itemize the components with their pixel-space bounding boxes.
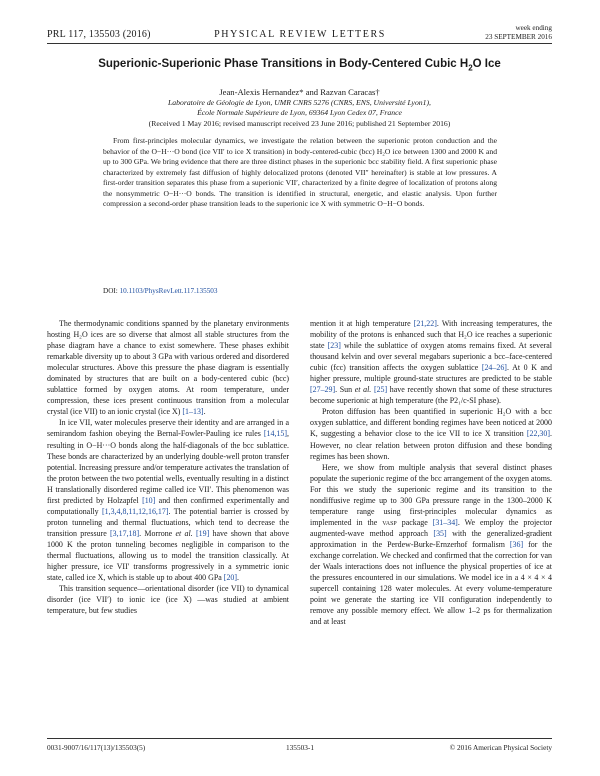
doi-link[interactable]: 10.1103/PhysRevLett.117.135503	[119, 287, 218, 295]
affiliation-1: Laboratoire de Géologie de Lyon, UMR CNRS 5276 (CNRS, ENS, Université Lyon1),	[168, 98, 431, 107]
week-ending-label: week ending	[515, 24, 552, 32]
title-end: O Ice	[472, 58, 501, 70]
paragraph: Proton diffusion has been quantified in superionic H₂O with a bcc oxygen sublattice, and different bonding regimes have been noticed at 2000 K, suggesting a behavior close to the ice VII to ice X transition [22,30]. However, no clear relation between proton diffusion and these bonding regimes has been shown.	[310, 407, 552, 461]
citation-link[interactable]: [31–34]	[432, 517, 458, 527]
citation-link[interactable]: [23]	[327, 341, 341, 351]
citation-link[interactable]: [36]	[509, 539, 524, 549]
citation-link[interactable]: [10]	[142, 495, 156, 505]
title-main: Superionic-Superionic Phase Transitions in Body-Centered Cubic H	[98, 58, 469, 70]
footer-copyright: © 2016 American Physical Society	[449, 743, 552, 752]
doi-label: DOI:	[103, 287, 118, 295]
paragraph: In ice VII, water molecules preserve their identity and are arranged in a semirandom fashion obeying the Bernal-Fowler-Pauling ice rules [14,15], resulting in O−H···O bonds along the half-diagonals of the bcc sublattice. These bonds are characterized by an underlying double-well proton transfer potential. Increasing pressure and/or temperature activates the translation of the proton between the two potential wells, eventually resulting in a distinct H translationally disordered regime called ice VII′. This phenomenon was first predicted by Holzapfel [10] and then confirmed experimentally and computationally [1,3,4,8,11,12,16,17]. The potential barrier is crossed by proton tunneling and thermal fluctuations, which tend to decrease the transition pressure [3,17,18]. Morrone et al. [19] have shown that above 1000 K the proton tunneling becomes negligible in comparison to the thermal fluctuations, allowing us to model the transition classically. At higher pressure, ice VII′ transforms progressively in a symmetric ionic state, called ice X, which is stable up to about 400 GPa [20].	[47, 418, 289, 583]
software-name: vasp	[382, 517, 397, 527]
doi-line	[103, 287, 217, 295]
journal-name: PHYSICAL REVIEW LETTERS	[214, 29, 386, 40]
footer-rule	[47, 738, 552, 739]
citation-link[interactable]: [24–26]	[481, 363, 507, 373]
footer-issn: 0031-9007/16/117(13)/135503(5)	[47, 743, 146, 752]
citation-link[interactable]: [27–29]	[310, 385, 336, 395]
citation-link[interactable]: [1,3,4,8,11,12,16,17]	[101, 506, 169, 516]
citation-link[interactable]: [14,15]	[263, 429, 288, 439]
body-column-right	[310, 318, 552, 627]
title-subscript: 2	[468, 63, 473, 73]
paragraph: Here, we show from multiple analysis that several distinct phases populate the superionic regime of the bcc arrangement of the oxygen atoms. For this we study the superionic regime and its transition to the nondiffusive regime up to 300 GPa pressure range in the 1300–2000 K temperature range using first-principles molecular dynamics as implemented in the vasp package [31–34]. We employ the projector augmented-wave method approach [35] with the generalized-gradient approximation in the Perdew-Burke-Ernzerhof formalism [36] for the exchange correlation. We checked and confirmed that the correction for van der Waals interactions does not influence the physical properties of ice at the pressures encountered in our simulations. We model ice in a 4 × 4 × 4 supercell containing 128 water molecules. At every volume-temperature point we generate the starting ice VII configuration independently to remove any possible memory effect. We allow 1–2 ps for thermalization and at least	[310, 462, 553, 627]
citation-link[interactable]: [22,30]	[526, 429, 551, 439]
citation-link[interactable]: [35]	[433, 528, 447, 538]
week-ending-date: 23 SEPTEMBER 2016	[485, 33, 552, 41]
citation-link[interactable]: [21,22]	[413, 319, 437, 328]
paragraph: The thermodynamic conditions spanned by the planetary environments hosting H₂O ices are so diverse that almost all stable structures from the phase diagram have a chance to exist somewhere. These phases exhibit remarkable diversity up to about 3 GPa with various ordered and disordered molecular structures. Above this pressure the phase diagram is essentially dominated by structures that are built on a body-centered cubic (bcc) sublattice formed by oxygen atoms. At room temperature, under compression, these ices present continuous transition from a molecular crystal (ice VII) to an ionic crystal (ice X) [1–13].	[47, 319, 289, 417]
body-column-left	[47, 318, 289, 616]
citation-link[interactable]: [1–13]	[182, 407, 204, 417]
citation-link[interactable]: [25]	[373, 385, 388, 395]
journal-reference: PRL 117, 135503 (2016)	[47, 29, 151, 40]
paragraph: mention it at high temperature [21,22]. With increasing temperatures, the mobility of the protons is enhanced such that H₂O ice reaches a superionic state [23] while the sublattice of oxygen atoms remains fixed. At several thousand kelvin and over several megabars superionic a bcc–face-centered cubic (fcc) transition affects the oxygen sublattice [24–26]. At 0 K and higher pressure, multiple ground-state structures are predicted to be stable [27–29]. Sun et al. [25] have recently shown that some of these structures become superionic at high temperature (the P2₁/c-SI phase).	[310, 319, 552, 406]
citation-link[interactable]: [19]	[196, 528, 210, 538]
received-dates: (Received 1 May 2016; revised manuscript received 23 June 2016; published 21 September 2016)	[148, 119, 451, 128]
paragraph: This transition sequence—orientational disorder (ice VII) to dynamical disorder (ice VII′) to ionic ice (ice X) —was studied at ambient temperature, but few studies	[47, 584, 289, 616]
footer-page-number: 135503-1	[286, 743, 314, 752]
citation-link[interactable]: [3,17,18]	[110, 528, 140, 538]
affiliation-2: École Normale Supérieure de Lyon, 69364 Lyon Cedex 07, France	[197, 108, 402, 117]
week-ending	[485, 24, 552, 42]
citation-link[interactable]: [20]	[223, 573, 238, 583]
abstract: From first-principles molecular dynamics, we investigate the relation between the superionic proton conduction and the behavior of the O−H···O bond (ice VII′ to ice X transition) in body-centered-cubic (bcc) H₂O ice between 1300 and 2000 K and up to 300 GPa. We bring evidence that there are three distinct phases in the superionic bcc stability field. A first superionic phase characterized by extremely fast diffusion of highly delocalized protons (denoted VII″ hereinafter) is stable at low pressures. A first-order transition separates this phase from a superionic VII′, characterized by a finite degree of localization of protons along the nonsymmetric O−H···O bonds. The transition is identified in structural, energetic, and elastic analysis. Upon further compression a second-order phase transition leads to the superionic ice X with symmetric O−H−O bonds.	[103, 136, 497, 208]
header-rule	[47, 43, 552, 44]
article-title	[47, 58, 552, 72]
authors: Jean-Alexis Hernandez* and Razvan Caracas†	[219, 87, 380, 97]
